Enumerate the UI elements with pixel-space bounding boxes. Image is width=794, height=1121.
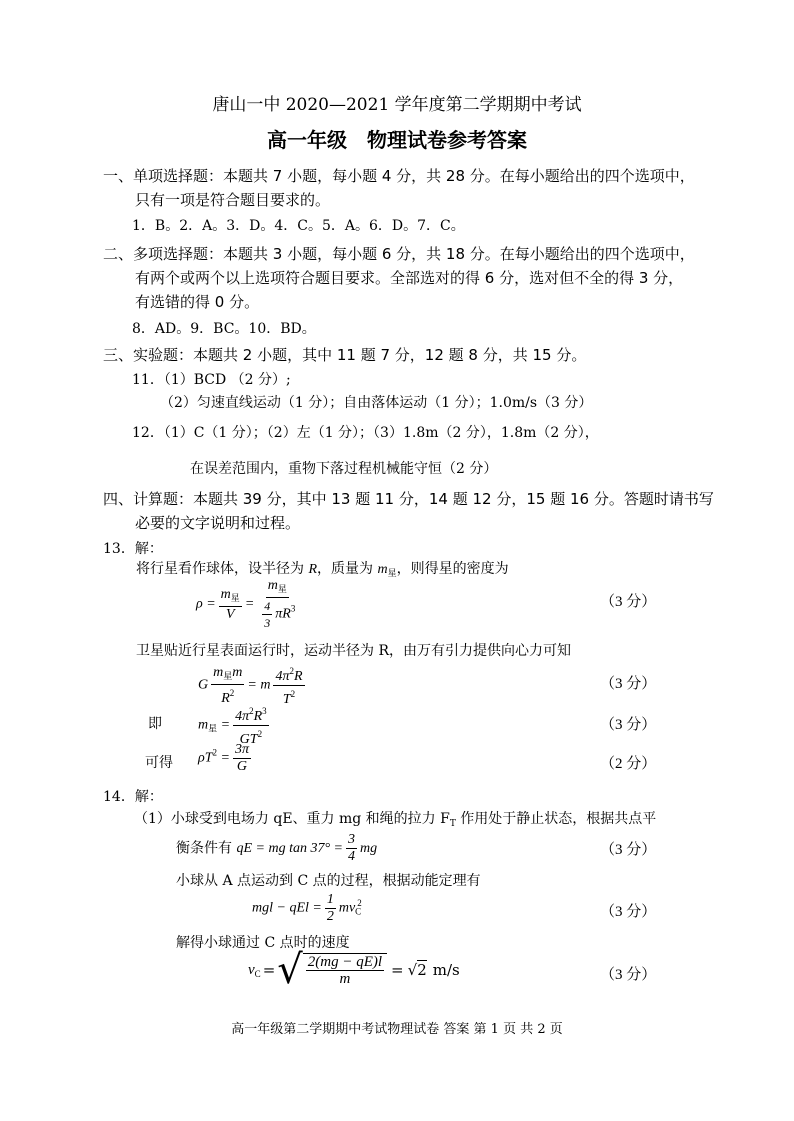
q14-energy-formula: mgl − qEl = $\frac{1}{2}$ $mv_C^2$ [252,892,362,924]
q14-score-2: （3 分） [600,904,657,920]
q14-line1: （1）小球受到电场力 qE、重力 mg 和绳的拉力 $F_T$ 作用处于静止状态，根据共点平 [134,811,657,829]
q14-score-3: （3 分） [600,967,657,983]
q13-ji: 即 [148,716,162,732]
q13-score-2: （3 分） [600,676,657,692]
section2-answers: 8．AD。9．BC。10．BD。 [132,321,316,337]
q14-score-1: （3 分） [600,842,657,858]
section2-heading-cont1: 有两个或两个以上选项符合题目要求。全部选对的得 6 分，选对但不全的得 3 分， [135,269,684,287]
q13-line2: 卫星贴近行星表面运行时，运动半径为 R，由万有引力提供向心力可知 [136,643,571,659]
q13-result-formula: $\rho T^2$ = $\frac{3\pi}{G}$ [198,742,249,774]
q11-part2: （2）匀速直线运动（1 分）；自由落体运动（1 分）；1.0m/s（3 分） [160,395,593,411]
section1-heading: 一、单项选择题：本题共 7 小题，每小题 4 分，共 28 分。在每小题给出的四个选项中， [103,167,695,185]
q13-density-formula: ρ = $\frac{m_星}{V}$ = $m_星$ $\frac{4}{3}$ $\pi R^3$ [196,578,296,630]
q13-score-3: （3 分） [600,717,657,733]
q13-score-1: （3 分） [600,594,657,610]
section2-heading: 二、多项选择题：本题共 3 小题，每小题 6 分，共 18 分。在每小题给出的四个选项中， [103,245,695,263]
q13-gravity-formula: G $\frac{m_星m}{R^2}$ = m $\frac{4\pi^2R}{T^2}$ [198,664,303,707]
section4-heading-cont: 必要的文字说明和过程。 [135,514,301,532]
q11-part1: 11．（1）BCD （2 分）; [132,372,291,388]
q12-part2: 在误差范围内，重物下落过程机械能守恒（2 分） [190,461,498,477]
q14-label: 14．解： [103,789,163,805]
q14-line2: 衡条件有 qE = mg tan 37° = $\frac{3}{4}$ mg [176,832,378,864]
school-title: 唐山一中 2020—2021 学年度第二学期期中考试 [212,95,582,115]
section3-heading: 三、实验题：本题共 2 小题，其中 11 题 7 分，12 题 8 分，共 15 分。 [103,346,587,364]
page-footer: 高一年级第二学期期中考试物理试卷 答案 第 1 页 共 2 页 [231,1022,563,1037]
q13-line1: 将行星看作球体，设半径为 R，质量为 $m_星$，则得星的密度为 [136,561,509,579]
q13-label: 13．解： [103,541,163,557]
q13-mass-formula: $m_星$ = $\frac{4\pi^2R^3}{GT^2}$ [198,703,272,748]
q13-kede: 可得 [145,755,173,771]
section1-heading-cont: 只有一项是符合题目要求的。 [135,191,331,209]
page-title: 高一年级 物理试卷参考答案 [267,128,527,152]
section2-heading-cont2: 有选错的得 0 分。 [135,293,260,311]
q14-velocity-formula: $v_C$ = √ $\frac{2(mg - qE)l}{m}$ = √2 m/s [248,947,460,993]
q12-part1: 12．（1）C（1 分）；（2）左（1 分）；（3）1.8m（2 分），1.8m（2 分）， [132,425,599,441]
q14-line3: 小球从 A 点运动到 C 点的过程，根据动能定理有 [176,873,481,889]
q13-score-4: （2 分） [600,756,657,772]
section4-heading: 四、计算题：本题共 39 分，其中 13 题 11 分，14 题 12 分，15 题 16 分。答题时请书写 [103,490,714,508]
q14-line4: 解得小球通过 C 点时的速度 [176,935,350,951]
section1-answers: 1．B。2．A。3．D。4．C。5．A。6．D。7．C。 [132,218,465,234]
